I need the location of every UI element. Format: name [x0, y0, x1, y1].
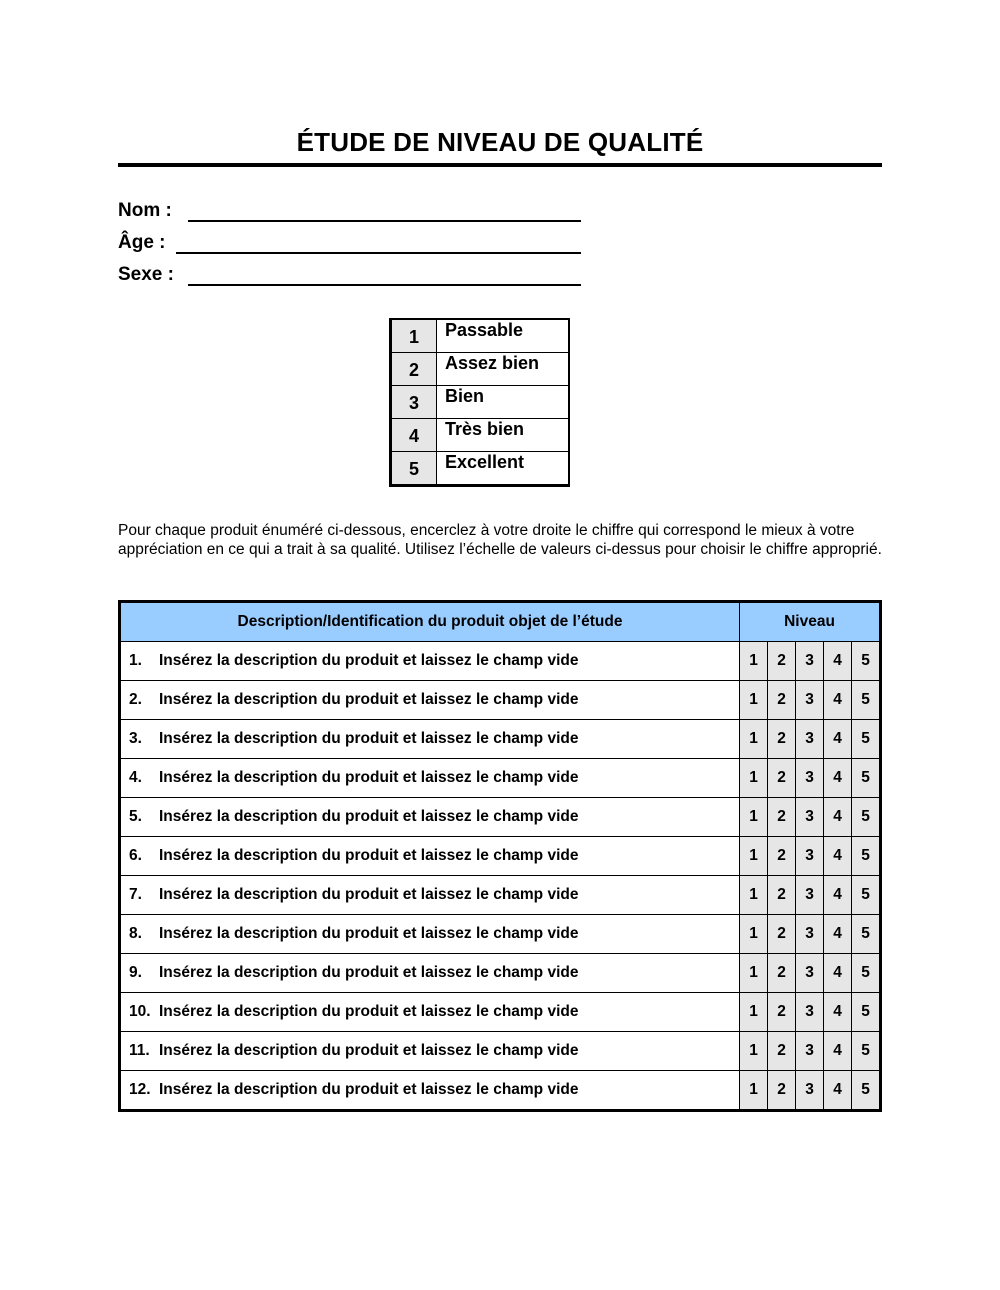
- level-option-1[interactable]: 1: [740, 759, 768, 798]
- product-description[interactable]: [120, 954, 740, 993]
- level-option-5[interactable]: 5: [852, 1032, 881, 1071]
- level-option-4[interactable]: 4: [824, 915, 852, 954]
- level-option-3[interactable]: 3: [796, 993, 824, 1032]
- level-option-4[interactable]: 4: [824, 681, 852, 720]
- level-option-2[interactable]: 2: [768, 759, 796, 798]
- level-option-1[interactable]: 1: [740, 798, 768, 837]
- level-option-5[interactable]: 5: [852, 642, 881, 681]
- level-option-3[interactable]: 3: [796, 1032, 824, 1071]
- level-option-3[interactable]: 3: [796, 798, 824, 837]
- scale-label: Bien: [437, 386, 570, 419]
- product-description[interactable]: [120, 876, 740, 915]
- row-number: 6.: [129, 847, 142, 864]
- level-option-5[interactable]: 5: [852, 1071, 881, 1111]
- level-option-5[interactable]: 5: [852, 837, 881, 876]
- level-option-1[interactable]: 1: [740, 915, 768, 954]
- table-row: [120, 798, 881, 837]
- level-option-5[interactable]: 5: [852, 681, 881, 720]
- title-divider: [118, 163, 882, 167]
- level-option-2[interactable]: 2: [768, 1071, 796, 1111]
- survey-table: [118, 600, 882, 1112]
- level-option-2[interactable]: 2: [768, 798, 796, 837]
- row-description-text: Insérez la description du produit et laissez le champ vide: [159, 964, 579, 981]
- scale-value: 1: [391, 319, 437, 353]
- level-option-3[interactable]: 3: [796, 642, 824, 681]
- table-row: [120, 876, 881, 915]
- row-number: 11.: [129, 1042, 150, 1059]
- product-description[interactable]: [120, 993, 740, 1032]
- level-option-4[interactable]: 4: [824, 759, 852, 798]
- level-option-2[interactable]: 2: [768, 642, 796, 681]
- header-description: Description/Identification du produit objet de l’étude: [120, 602, 740, 642]
- field-nom: [118, 198, 172, 224]
- level-option-4[interactable]: 4: [824, 720, 852, 759]
- row-number: 3.: [129, 730, 142, 747]
- level-option-4[interactable]: 4: [824, 993, 852, 1032]
- row-number: 2.: [129, 691, 142, 708]
- level-option-1[interactable]: 1: [740, 1071, 768, 1111]
- level-option-1[interactable]: 1: [740, 993, 768, 1032]
- product-description[interactable]: [120, 1071, 740, 1111]
- table-row: [120, 915, 881, 954]
- level-option-5[interactable]: 5: [852, 720, 881, 759]
- level-option-5[interactable]: 5: [852, 915, 881, 954]
- level-option-4[interactable]: 4: [824, 1071, 852, 1111]
- level-option-2[interactable]: 2: [768, 876, 796, 915]
- table-row: [120, 759, 881, 798]
- table-row: [120, 837, 881, 876]
- row-number: 7.: [129, 886, 142, 903]
- scale-label: Passable: [437, 319, 570, 353]
- field-age-label: Âge :: [118, 232, 166, 253]
- level-option-2[interactable]: 2: [768, 915, 796, 954]
- table-row: [120, 1071, 881, 1111]
- row-number: 1.: [129, 652, 142, 669]
- level-option-1[interactable]: 1: [740, 642, 768, 681]
- product-description[interactable]: [120, 915, 740, 954]
- row-description-text: Insérez la description du produit et laissez le champ vide: [159, 1042, 579, 1059]
- scale-row: [391, 419, 570, 452]
- level-option-1[interactable]: 1: [740, 876, 768, 915]
- row-description-text: Insérez la description du produit et laissez le champ vide: [159, 652, 579, 669]
- row-description-text: Insérez la description du produit et laissez le champ vide: [159, 847, 579, 864]
- level-option-1[interactable]: 1: [740, 954, 768, 993]
- level-option-5[interactable]: 5: [852, 759, 881, 798]
- level-option-3[interactable]: 3: [796, 876, 824, 915]
- row-description-text: Insérez la description du produit et laissez le champ vide: [159, 691, 579, 708]
- scale-row: [391, 319, 570, 353]
- scale-value: 5: [391, 452, 437, 486]
- scale-label: Excellent: [437, 452, 570, 486]
- level-option-3[interactable]: 3: [796, 954, 824, 993]
- table-row: [120, 954, 881, 993]
- level-option-4[interactable]: 4: [824, 798, 852, 837]
- row-number: 4.: [129, 769, 142, 786]
- scale-row: [391, 386, 570, 419]
- field-nom-line[interactable]: [188, 220, 581, 222]
- row-number: 5.: [129, 808, 142, 825]
- row-number: 8.: [129, 925, 142, 942]
- scale-label: Assez bien: [437, 353, 570, 386]
- scale-row: [391, 452, 570, 486]
- level-option-2[interactable]: 2: [768, 720, 796, 759]
- level-option-4[interactable]: 4: [824, 876, 852, 915]
- row-description-text: Insérez la description du produit et laissez le champ vide: [159, 886, 579, 903]
- product-description[interactable]: [120, 759, 740, 798]
- table-row: [120, 720, 881, 759]
- level-option-2[interactable]: 2: [768, 681, 796, 720]
- row-description-text: Insérez la description du produit et laissez le champ vide: [159, 1081, 579, 1098]
- row-number: 9.: [129, 964, 142, 981]
- level-option-2[interactable]: 2: [768, 1032, 796, 1071]
- survey-header-row: [120, 602, 881, 642]
- level-option-5[interactable]: 5: [852, 798, 881, 837]
- field-sexe: [118, 262, 174, 288]
- field-sexe-line[interactable]: [188, 284, 581, 286]
- instructions-paragraph: Pour chaque produit énuméré ci-dessous, encerclez à votre droite le chiffre qui correspond le mieux à votre appréciation en ce qui a trait à sa qualité. Utilisez l’échelle de valeurs ci-dessus pour choisir le chiffre approprié.: [118, 522, 882, 558]
- field-sexe-label: Sexe :: [118, 264, 174, 285]
- row-description-text: Insérez la description du produit et laissez le champ vide: [159, 1003, 579, 1020]
- product-description[interactable]: [120, 798, 740, 837]
- level-option-1[interactable]: 1: [740, 1032, 768, 1071]
- level-option-5[interactable]: 5: [852, 876, 881, 915]
- field-nom-label: Nom :: [118, 200, 172, 221]
- row-number: 12.: [129, 1081, 151, 1098]
- scale-value: 2: [391, 353, 437, 386]
- level-option-4[interactable]: 4: [824, 1032, 852, 1071]
- product-description[interactable]: [120, 642, 740, 681]
- level-option-5[interactable]: 5: [852, 993, 881, 1032]
- scale-row: [391, 353, 570, 386]
- level-option-1[interactable]: 1: [740, 837, 768, 876]
- product-description[interactable]: [120, 681, 740, 720]
- level-option-2[interactable]: 2: [768, 837, 796, 876]
- row-number: 10.: [129, 1003, 151, 1020]
- table-row: [120, 993, 881, 1032]
- product-description[interactable]: [120, 1032, 740, 1071]
- page-title: ÉTUDE DE NIVEAU DE QUALITÉ: [296, 127, 704, 157]
- level-option-2[interactable]: 2: [768, 954, 796, 993]
- level-option-3[interactable]: 3: [796, 837, 824, 876]
- product-description[interactable]: [120, 837, 740, 876]
- level-option-4[interactable]: 4: [824, 642, 852, 681]
- level-option-1[interactable]: 1: [740, 681, 768, 720]
- level-option-2[interactable]: 2: [768, 993, 796, 1032]
- row-description-text: Insérez la description du produit et laissez le champ vide: [159, 730, 579, 747]
- level-option-3[interactable]: 3: [796, 681, 824, 720]
- scale-value: 4: [391, 419, 437, 452]
- field-age: [118, 230, 166, 256]
- level-option-1[interactable]: 1: [740, 720, 768, 759]
- level-option-3[interactable]: 3: [796, 1071, 824, 1111]
- level-option-4[interactable]: 4: [824, 837, 852, 876]
- rating-scale-table: [389, 318, 570, 487]
- level-option-4[interactable]: 4: [824, 954, 852, 993]
- level-option-3[interactable]: 3: [796, 915, 824, 954]
- level-option-3[interactable]: 3: [796, 759, 824, 798]
- row-description-text: Insérez la description du produit et laissez le champ vide: [159, 808, 579, 825]
- header-level: Niveau: [740, 602, 881, 642]
- row-description-text: Insérez la description du produit et laissez le champ vide: [159, 925, 579, 942]
- field-age-line[interactable]: [176, 252, 581, 254]
- scale-label: Très bien: [437, 419, 570, 452]
- table-row: [120, 681, 881, 720]
- table-row: [120, 1032, 881, 1071]
- product-description[interactable]: [120, 720, 740, 759]
- table-row: [120, 642, 881, 681]
- level-option-3[interactable]: 3: [796, 720, 824, 759]
- level-option-5[interactable]: 5: [852, 954, 881, 993]
- row-description-text: Insérez la description du produit et laissez le champ vide: [159, 769, 579, 786]
- scale-value: 3: [391, 386, 437, 419]
